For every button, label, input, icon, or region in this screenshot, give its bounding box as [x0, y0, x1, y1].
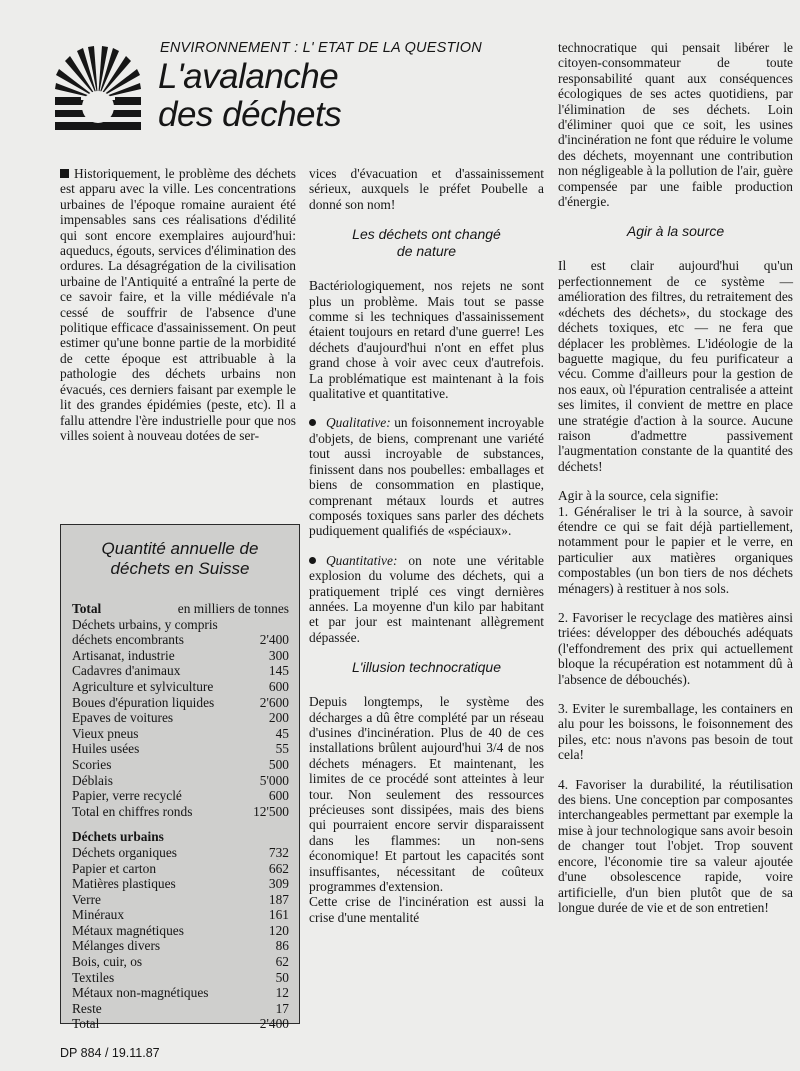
paragraph-qualitative [309, 415, 544, 538]
row-value: 600 [268, 788, 289, 804]
paragraph-bacteriology: Bactériologiquement, nos rejets ne sont plus un problème. Mais tout se passe comme si les techniques d'assainissement étaient toujours en retard d'une guerre! Les déchets d'aujourd'hui n'ont en effet plus grand chose à voir avec ceux d'autrefois. La problématique est maintenant à la fois qualitative et quantitative. [309, 278, 544, 402]
row-label: Total en chiffres ronds [72, 803, 193, 819]
page-footer: DP 884 / 19.11.87 [60, 1046, 160, 1060]
row-value: 62 [275, 954, 289, 970]
table-row [72, 741, 289, 757]
row-value: 86 [275, 938, 289, 954]
row-label: Vieux pneus [72, 725, 139, 741]
row-label: Huiles usées [72, 741, 140, 757]
table-row [72, 1016, 289, 1032]
table-row [72, 907, 289, 923]
paragraph-intro [60, 166, 296, 443]
list-item-sorting: 1. Généraliser le tri à la source, à savoir étendre ce qui se fait déjà partiellement, notamment pour le papier et le verre, en particulier aux matières organiques compostables (un bon tiers de nos déchets ménagers) à restituer à nos sols. [558, 503, 793, 596]
title-line-2: des déchets [158, 95, 342, 134]
row-label: Textiles [72, 969, 115, 985]
row-value: 2'400 [259, 1016, 289, 1032]
list-item-packaging: 3. Eviter le suremballage, les containers en alu pour les boissons, le foisonnement des piles, etc: nous n'avons pas besoin de tout cela! [558, 701, 793, 763]
row-value: 12'500 [253, 803, 289, 819]
qualitative-text: un foisonnement incroyable d'objets, de biens, comprenant une variété tout aussi incroyable de substances, finissent dans nos poubelles: emballages et biens de consommation en plastique, comprenant métaux lourds et autres composés toxiques sans parler des déchets pudiquement qualifiés de «spéciaux». [309, 415, 544, 539]
table-row [72, 938, 289, 954]
row-value: 120 [268, 922, 289, 938]
table-row [72, 804, 289, 820]
row-label: Déchets urbains, y compris [72, 616, 218, 632]
waste-quantity-box [60, 524, 300, 1032]
paragraph-perfection: Il est clair aujourd'hui qu'un perfectionnement de ce système — amélioration des filtres, du retraitement des «déchets des déchets», du stockage des déchets toxiques, etc — ne fera que déplacer les problèmes. L'idéologie de la baguette magique, du feu purificateur a vécu. Comme d'ailleurs pour la gestion de nos eaux, où l'épuration centralisée a atteint ses limites, il convient de mettre en place une stratégie d'action à la source. Aucune raison d'admettre passivement l'augmentation constante de la quantité des déchets! [558, 258, 793, 474]
row-value: 50 [275, 969, 289, 985]
table-row [72, 1001, 289, 1017]
list-item-recycling: 2. Favoriser le recyclage des matières ainsi triées: développer des débouchés adéquats (l'effondrement des prix qui actuellement bloque la récupération est notamment dû à l'absence de débouchés). [558, 610, 793, 687]
row-label: Bois, cuir, os [72, 954, 143, 970]
table-row [72, 892, 289, 908]
column-3 [558, 40, 793, 929]
row-value: 12 [275, 985, 289, 1001]
row-value: 2'600 [259, 694, 289, 710]
row-label: Reste [72, 1000, 102, 1016]
table-row [72, 695, 289, 711]
row-value: 2'400 [259, 632, 289, 648]
table-row [72, 710, 289, 726]
row-value: 309 [268, 876, 289, 892]
paragraph-quantitative [309, 553, 544, 645]
paragraph-technocratic: technocratique qui pensait libérer le citoyen-consommateur de toute responsabilité quant aux conséquences écologiques de ses actes quotidiens, par l'élimination de ses déchets. Loin d'éliminer quoi que ce soit, les usines d'incinération ne font que réduire le volume des déchets, moyennant une contribution non négligeable à la pollution de l'air, guère compensée par une faible production d'énergie. [558, 40, 793, 210]
row-value: 500 [268, 756, 289, 772]
table-row [72, 632, 289, 648]
table-row [72, 970, 289, 986]
row-value: 145 [268, 663, 289, 679]
row-label: Artisanat, industrie [72, 647, 175, 663]
table-row [72, 757, 289, 773]
table-row [72, 954, 289, 970]
table-row [72, 679, 289, 695]
urban-heading: Déchets urbains [72, 829, 164, 845]
row-label: Papier, verre recyclé [72, 788, 182, 804]
row-value: 600 [268, 678, 289, 694]
table-row [72, 876, 289, 892]
unit-label: en milliers de tonnes [177, 601, 289, 616]
subheading-line-1: Les déchets ont changé [352, 226, 501, 243]
column-1 [60, 166, 296, 457]
row-value: 187 [268, 891, 289, 907]
section-kicker: ENVIRONNEMENT : L' ETAT DE LA QUESTION [160, 40, 482, 56]
row-label: Cadavres d'animaux [72, 663, 181, 679]
row-label: déchets encombrants [72, 632, 184, 648]
row-value: 5'000 [259, 772, 289, 788]
table-row [72, 726, 289, 742]
table-header-total [72, 601, 289, 617]
row-label: Boues d'épuration liquides [72, 694, 215, 710]
square-bullet-icon [60, 169, 69, 178]
row-label: Déchets organiques [72, 844, 177, 860]
row-value: 300 [268, 647, 289, 663]
paragraph-crisis: Cette crise de l'incinération est aussi la crise d'une mentalité [309, 894, 544, 925]
row-label: Mélanges divers [72, 938, 161, 954]
table-header-urban [72, 829, 289, 845]
title-line-1: L'avalanche [158, 57, 339, 96]
row-value: 45 [275, 725, 289, 741]
intro-text: Historiquement, le problème des déchets est apparu avec la ville. Les concentrations urbaines de l'époque romaine auraient été impensables sans ces réalisations d'édilité qui sont encore exemplaires aujourd'hui: aqueducs, égouts, services d'élimination des ordures. La désagrégation de la civilisation urbaine de l'Antiquité a entraîné la perte de ce savoir faire, et la ville médiévale n'a cessé de souffrir de l'absence d'une politique efficace d'assainissement. On peut estimer qu'une bonne partie de la morbidité de cette époque est attribuable à la pathologie des déchets urbains non évacués, ces derniers faisant par exemple le lit des grandes épidémies (peste, etc). Il a fallu attendre l'ère industrielle pour que nos villes soient à nouveau dotées de ser- [60, 166, 296, 443]
paragraph-incineration: Depuis longtemps, le système des décharges a dû être complété par un réseau d'usines d'incinération. Plus de 40 de ces installations brûlent aujourd'hui 3/4 de nos déchets ménagers. Et maintenant, les limites de ce procédé sont atteintes à leur tour. Non seulement des ressources précieuses sont dissipées, mais des biens qui pourraient encore servir disparaissent dans les flammes: un non-sens économique! Et partout les capacités sont insuffisantes, nécessitant de coûteux programmes d'extension. [309, 694, 544, 895]
round-bullet-icon [309, 557, 316, 564]
subheading-illusion: L'illusion technocratique [352, 659, 501, 676]
box-title-line-1: Quantité annuelle de [101, 539, 259, 558]
paragraph-action-intro: Agir à la source, cela signifie: [558, 488, 719, 504]
row-label: Papier et carton [72, 860, 157, 876]
row-label: Matières plastiques [72, 876, 176, 892]
row-label: Agriculture et sylviculture [72, 678, 214, 694]
table-row [72, 923, 289, 939]
column-2 [309, 166, 544, 939]
row-label: Epaves de voitures [72, 710, 174, 726]
subheading-line-2: de nature [396, 243, 457, 260]
table-row [72, 617, 289, 633]
table-row [72, 985, 289, 1001]
row-value: 662 [268, 860, 289, 876]
article-title [158, 58, 538, 134]
box-title-line-2: déchets en Suisse [110, 559, 250, 578]
waste-table [61, 601, 299, 1032]
list-item-durability: 4. Favoriser la durabilité, la réutilisation des biens. Une conception par composantes interchangeables permettant par exemple la mise à jour technologique sans avoir besoin de changer tout l'objet. Trop souvent encore, l'économie tire sa valeur ajoutée d'une obsolescence rapide, voire artificielle, d'un bien plutôt que de sa longue durée de vie et de son entretien! [558, 776, 793, 915]
paragraph-continuation: vices d'évacuation et d'assainissement sérieux, auxquels le préfet Poubelle a donné son nom! [309, 166, 544, 212]
quantitative-text: on note une véritable explosion du volume des déchets, qui a pratiquement triplé ces vingt dernières années. La moyenne d'un kilo par habitant et par jour est maintenant allègrement dépassée. [309, 552, 544, 645]
table-row [72, 648, 289, 664]
round-bullet-icon [309, 419, 316, 426]
qualitative-label: Qualitative: [326, 415, 391, 431]
row-value: 17 [275, 1000, 289, 1016]
table-group-total [72, 617, 289, 820]
row-value: 200 [268, 710, 289, 726]
box-title [61, 539, 299, 579]
row-label: Minéraux [72, 907, 125, 923]
row-label: Scories [72, 756, 112, 772]
row-label: Total [72, 1016, 100, 1032]
subheading-nature [309, 226, 544, 260]
row-value: 161 [268, 907, 289, 923]
table-row [72, 663, 289, 679]
subheading-source: Agir à la source [626, 223, 725, 240]
row-value: 55 [275, 741, 289, 757]
row-label: Métaux non-magnétiques [72, 985, 209, 1001]
sunrise-logo-icon [55, 45, 141, 131]
row-label: Métaux magnétiques [72, 922, 184, 938]
table-row [72, 861, 289, 877]
table-row [72, 788, 289, 804]
total-heading: Total [72, 601, 102, 616]
row-label: Verre [72, 891, 101, 907]
row-value: 732 [268, 844, 289, 860]
table-row [72, 773, 289, 789]
quantitative-label: Quantitative: [326, 552, 398, 568]
table-group-urban [72, 845, 289, 1032]
row-label: Déblais [72, 772, 113, 788]
table-row [72, 845, 289, 861]
